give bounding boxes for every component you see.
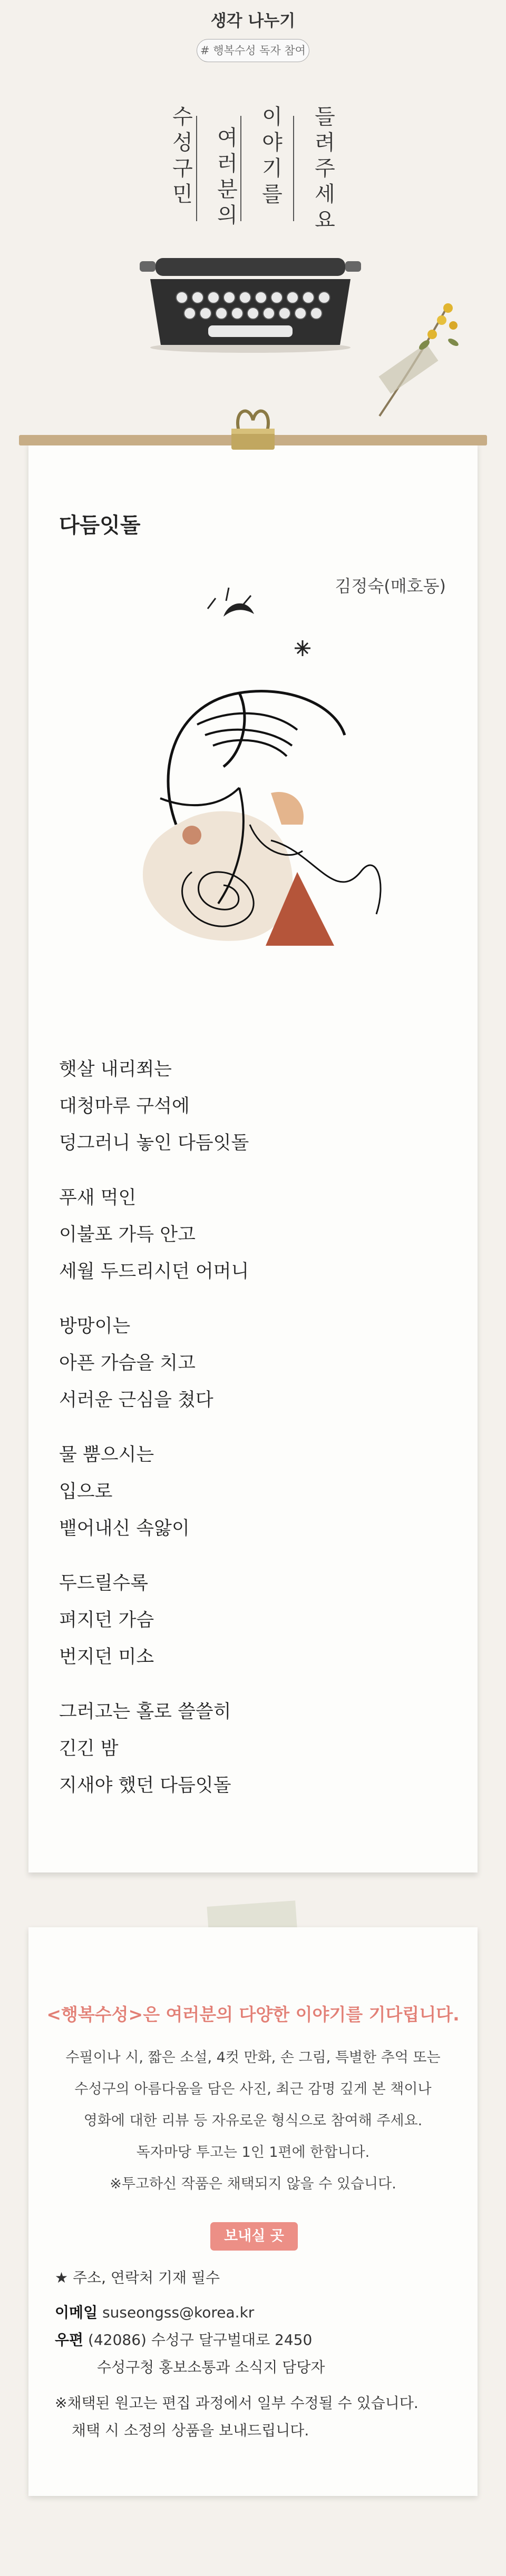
vertical-text-1: 들려주세요 — [311, 105, 335, 234]
stanza-5 — [59, 1565, 154, 1676]
submission-headline: <행복수성>은 여러분의 다양한 이야기를 기다립니다. — [46, 2004, 460, 2025]
poem-line: 덩그러니 놓인 다듬잇돌 — [59, 1133, 249, 1154]
poem-line: 푸새 먹인 — [59, 1187, 137, 1208]
post-address: (42086) 수성구 달구벌대로 2450 — [88, 2331, 313, 2349]
typewriter-icon — [140, 247, 361, 353]
email-label: 이메일 — [55, 2304, 98, 2321]
twig-decoration-icon — [369, 295, 464, 421]
poem-line: 긴긴 밤 — [59, 1738, 119, 1759]
poem-line: 아픈 가슴을 치고 — [59, 1353, 196, 1374]
poem-line: 방망이는 — [59, 1316, 131, 1337]
hashtag-badge: # 행복수성 독자 참여 — [197, 39, 309, 62]
poem-line: 입으로 — [59, 1481, 113, 1502]
poem-line: 서러운 근심을 쳤다 — [59, 1390, 213, 1411]
page-header — [0, 0, 506, 421]
stanza-4 — [59, 1436, 190, 1547]
email-address[interactable]: suseongss@korea.kr — [102, 2304, 255, 2321]
body-line: 영화에 대한 리뷰 등 자유로운 형식으로 참여해 주세요. — [83, 2113, 423, 2129]
poem-line: 이불포 가득 안고 — [59, 1224, 196, 1245]
poem-line: 뱉어내신 속앓이 — [59, 1518, 190, 1539]
vertical-text-3: 여러분의 — [213, 126, 238, 230]
poem-line: 펴지던 가슴 — [59, 1610, 154, 1631]
post-row — [55, 2326, 312, 2354]
body-line: 수성구의 아름다움을 담은 사진, 최근 감명 깊게 본 책이나 — [74, 2081, 432, 2097]
poem-line: 지새야 했던 다듬잇돌 — [59, 1775, 231, 1796]
binder-clip-icon — [228, 404, 278, 452]
poem-title: 다듬잇돌 — [59, 513, 141, 538]
divider — [293, 116, 294, 221]
stanza-3 — [59, 1308, 213, 1419]
body-line: 독자마당 투고는 1인 1편에 한합니다. — [136, 2144, 370, 2161]
poem-line: 세월 두드리시던 어머니 — [59, 1261, 249, 1282]
poem-line: 물 뿜으시는 — [59, 1444, 154, 1465]
poem-line: 두드릴수록 — [59, 1573, 149, 1594]
post-label: 우편 — [55, 2331, 84, 2349]
stanza-1 — [59, 1051, 249, 1162]
vertical-text-4: 수성구민 — [169, 105, 193, 209]
vertical-text-2: 이야기를 — [258, 105, 283, 209]
section-title: 생각 나누기 — [210, 12, 296, 31]
stanza-2 — [59, 1180, 249, 1290]
poem-paper — [28, 442, 478, 1872]
email-row — [55, 2299, 254, 2326]
poem-line: 햇살 내리쬐는 — [59, 1059, 172, 1080]
send-to-badge: 보내실 곳 — [210, 2222, 298, 2251]
selection-note: ※채택된 원고는 편집 과정에서 일부 수정될 수 있습니다. — [55, 2394, 419, 2412]
poem-line: 그러고는 홀로 쓸쓸히 — [59, 1701, 231, 1722]
submission-body — [28, 2042, 478, 2200]
submission-card — [28, 1927, 478, 2496]
poem-line: 번지던 미소 — [59, 1647, 154, 1668]
line-art-illustration — [113, 577, 397, 956]
required-note: ★ 주소, 연락처 기재 필수 — [55, 2269, 220, 2286]
poem-author: 김정숙(매호동) — [335, 576, 446, 596]
post-recipient: 수성구청 홍보소통과 소식지 담당자 — [97, 2359, 325, 2376]
divider — [196, 116, 197, 221]
poem-line: 대청마루 구석에 — [59, 1096, 190, 1117]
body-line: 수필이나 시, 짧은 소설, 4컷 만화, 손 그림, 특별한 추억 또는 — [65, 2049, 441, 2066]
reward-note: 채택 시 소정의 상품을 보내드립니다. — [72, 2422, 309, 2439]
stanza-6 — [59, 1693, 231, 1804]
body-line: ※투고하신 작품은 채택되지 않을 수 있습니다. — [110, 2176, 396, 2192]
